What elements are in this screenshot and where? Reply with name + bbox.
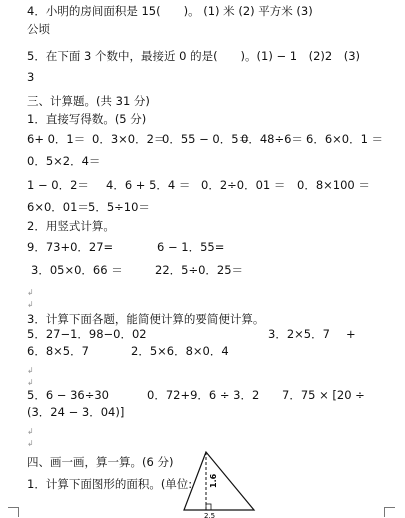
crop-mark [384, 507, 385, 517]
part-1-title: 1．直接写得数。(5 分) [27, 112, 147, 126]
crop-mark [384, 507, 395, 508]
oral-calc-item: 0．3×0．2＝ [92, 132, 166, 146]
simplify-calc-item: 5．27−1．98−0．02 [27, 327, 147, 341]
paragraph-mark: ↲ [27, 300, 34, 309]
triangle-outline [184, 452, 254, 510]
paragraph-mark: ↲ [27, 288, 34, 297]
section-4-title: 四、画一画，算一算。(6 分) [27, 455, 174, 469]
simplify-calc-item: 2．5×6．8×0．4 [131, 344, 229, 358]
simplify-calc-item: (3．24 − 3．04)] [27, 405, 125, 419]
paragraph-mark: ↲ [27, 427, 34, 436]
oral-calc-item: 0．48÷6＝ [241, 132, 303, 146]
part-2-title: 2．用竖式计算。 [27, 219, 115, 233]
plus-sign: + [346, 327, 356, 341]
oral-calc-item: 0．8×100 ＝ [297, 178, 370, 192]
simplify-calc-item: 0．72+9．6 ÷ 3．2 [147, 388, 260, 402]
oral-calc-item: 4．6 + 5．4 ＝ [106, 178, 191, 192]
part-3-title: 3．计算下面各题，能简便计算的要简便计算。 [27, 312, 265, 326]
vertical-calc-item: 22．5÷0．25＝ [155, 263, 244, 277]
vertical-calc-item: 6 − 1．55= [157, 240, 225, 254]
triangle-height-label: 1.6 [209, 473, 218, 488]
paragraph-mark: ↲ [27, 439, 34, 448]
oral-calc-item: 0．2÷0．01 ＝ [201, 178, 286, 192]
triangle-base-label: 2.5 [204, 512, 216, 518]
oral-calc-item: 5．5÷10＝ [88, 200, 150, 214]
question-5-line1: 5．在下面 3 个数中，最接近 0 的是( )。(1) − 1 (2)2 (3) [27, 49, 360, 63]
right-angle-mark [206, 504, 211, 510]
vertical-calc-item: 3．05×0．66 ＝ [31, 263, 123, 277]
question-4-line2: 公顷 [27, 22, 50, 36]
crop-mark [8, 507, 19, 508]
oral-calc-item: 1 − 0．2＝ [27, 178, 89, 192]
paragraph-mark: ↲ [27, 366, 34, 375]
oral-calc-item: 6．6×0．1 ＝ [306, 132, 384, 146]
oral-calc-item: 0．55 − 0．5＝ [162, 132, 251, 146]
simplify-calc-item: 3．2×5．7 [268, 327, 330, 341]
question-5-line2: 3 [27, 70, 35, 84]
oral-calc-item: 6+ 0．1＝ [27, 132, 86, 146]
paragraph-mark: ↲ [27, 378, 34, 387]
question-4-line1: 4．小明的房间面积是 15( )。 (1) 米 (2) 平方米 (3) [27, 4, 313, 18]
triangle-figure [178, 448, 258, 518]
crop-mark [18, 507, 19, 517]
section-4-question-1: 1．计算下面图形的面积。(单位: [27, 477, 193, 491]
oral-calc-item: 0．5×2．4＝ [27, 154, 101, 168]
simplify-calc-item: 6．8×5．7 [27, 344, 89, 358]
vertical-calc-item: 9．73+0．27= [27, 240, 114, 254]
section-3-title: 三、计算题。(共 31 分) [27, 94, 150, 108]
simplify-calc-item: 5．6 − 36÷30 [27, 388, 109, 402]
simplify-calc-item: 7．75 × [20 ÷ [282, 388, 365, 402]
oral-calc-item: 6×0．01＝ [27, 200, 89, 214]
